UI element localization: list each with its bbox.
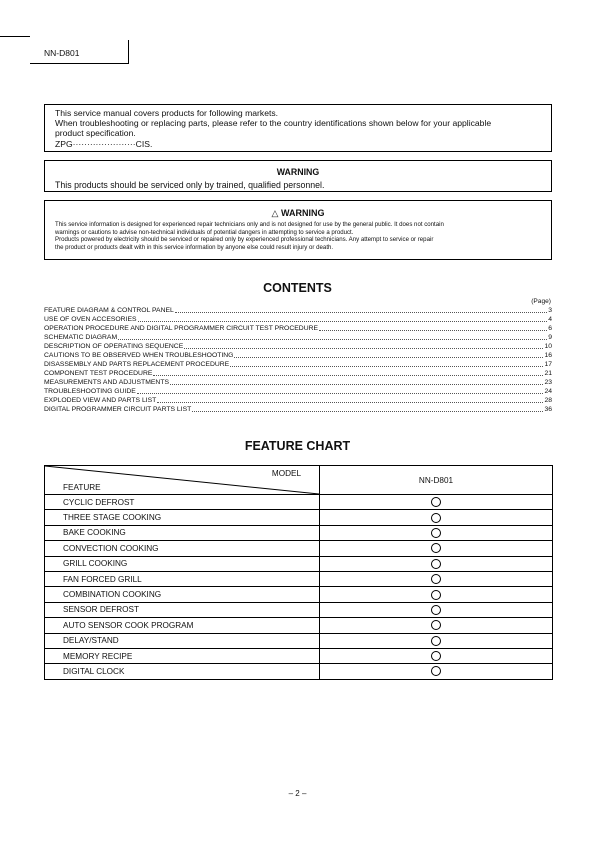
toc-entry-title: MEASUREMENTS AND ADJUSTMENTS — [44, 379, 170, 386]
feature-name: DIGITAL CLOCK — [45, 664, 320, 679]
toc-entry-title: FEATURE DIAGRAM & CONTROL PANEL — [44, 307, 174, 314]
circle-icon — [431, 497, 441, 507]
feature-chart-row — [45, 556, 553, 571]
feature-name: BAKE COOKING — [45, 525, 320, 540]
toc-entry-title: DESCRIPTION OF OPERATING SEQUENCE — [44, 343, 184, 350]
toc-entry — [44, 333, 552, 342]
safety-warning-line: This service information is designed for experienced repair technicians only and is not designed for use by the general public. It does not contain — [55, 221, 444, 228]
feature-chart-row — [45, 541, 553, 556]
feature-name: CONVECTION COOKING — [45, 541, 320, 556]
circle-icon — [431, 636, 441, 646]
feature-availability-cell — [320, 495, 553, 510]
feature-chart-row — [45, 587, 553, 602]
toc-leader-dots — [184, 348, 543, 349]
feature-chart-row — [45, 648, 553, 663]
markets-notice-line: product specification. — [55, 128, 136, 139]
circle-icon — [431, 651, 441, 661]
circle-icon — [431, 559, 441, 569]
circle-icon — [431, 528, 441, 538]
markets-notice-line: When troubleshooting or replacing parts, please refer to the country identifications shown below for your applicable — [55, 118, 492, 129]
feature-availability-cell — [320, 664, 553, 679]
toc-entry-page: 36 — [544, 406, 552, 413]
warning-box — [44, 160, 552, 192]
feature-chart-row — [45, 571, 553, 586]
toc-entry — [44, 360, 552, 369]
feature-name: CYCLIC DEFROST — [45, 495, 320, 510]
feature-chart-row — [45, 664, 553, 679]
header-model: NN-D801 — [44, 48, 80, 58]
feature-name: DELAY/STAND — [45, 633, 320, 648]
feature-chart-header-row — [45, 466, 553, 495]
toc-entry-page: 21 — [544, 370, 552, 377]
toc-entry — [44, 342, 552, 351]
toc-entry-page: 4 — [548, 316, 552, 323]
toc-entry — [44, 369, 552, 378]
toc-leader-dots — [138, 321, 548, 322]
feature-name: AUTO SENSOR COOK PROGRAM — [45, 618, 320, 633]
header-rule — [0, 36, 30, 37]
toc-entry-page: 28 — [544, 397, 552, 404]
safety-warning-heading — [55, 208, 541, 218]
feature-availability-cell — [320, 541, 553, 556]
feature-name: SENSOR DEFROST — [45, 602, 320, 617]
feature-name: FAN FORCED GRILL — [45, 571, 320, 586]
feature-name: MEMORY RECIPE — [45, 648, 320, 663]
circle-icon — [431, 574, 441, 584]
safety-warning-title: WARNING — [280, 208, 325, 218]
markets-notice-box — [44, 104, 552, 152]
circle-icon — [431, 605, 441, 615]
header-divider — [128, 40, 129, 64]
circle-icon — [431, 513, 441, 523]
safety-warning-line: Products powered by electricity should be serviced or repaired only by experienced professional technicians. Any attempt to service or repair — [55, 236, 434, 243]
toc-entry — [44, 315, 552, 324]
model-header-label: MODEL — [271, 469, 301, 478]
feature-chart-row — [45, 618, 553, 633]
toc-entry — [44, 378, 552, 387]
feature-chart-table — [44, 465, 553, 680]
warning-text: This products should be serviced only by trained, qualified personnel. — [55, 180, 325, 190]
feature-name: COMBINATION COOKING — [45, 587, 320, 602]
toc-entry-page: 9 — [548, 334, 552, 341]
feature-chart-row — [45, 495, 553, 510]
toc-leader-dots — [118, 339, 547, 340]
markets-notice-line: ZPG······················CIS. — [55, 138, 153, 149]
toc-entry — [44, 324, 552, 333]
toc-entry — [44, 396, 552, 405]
toc-entry-title: USE OF OVEN ACCESORIES — [44, 316, 137, 323]
header-underline — [30, 63, 128, 64]
feature-name: THREE STAGE COOKING — [45, 510, 320, 525]
contents-title: CONTENTS — [263, 281, 332, 295]
toc-entry-page: 23 — [544, 379, 552, 386]
toc-leader-dots — [153, 375, 543, 376]
toc-leader-dots — [234, 357, 543, 358]
feature-chart-row — [45, 633, 553, 648]
feature-header-label: FEATURE — [63, 483, 101, 492]
feature-availability-cell — [320, 587, 553, 602]
toc-entry-title: CAUTIONS TO BE OBSERVED WHEN TROUBLESHOOTING — [44, 352, 234, 359]
table-of-contents — [44, 306, 552, 414]
toc-entry-page: 3 — [548, 307, 552, 314]
safety-warning-line: the product or products dealt with in this service information by anyone else could result injury or death. — [55, 243, 334, 251]
feature-model-header-cell — [45, 466, 320, 495]
toc-leader-dots — [230, 366, 543, 367]
circle-icon — [431, 666, 441, 676]
feature-availability-cell — [320, 602, 553, 617]
toc-leader-dots — [157, 402, 543, 403]
toc-entry-page: 10 — [544, 343, 552, 350]
circle-icon — [431, 590, 441, 600]
feature-availability-cell — [320, 618, 553, 633]
warning-triangle-icon: △ — [271, 208, 279, 218]
warning-title: WARNING — [276, 167, 320, 177]
toc-entry-title: SCHEMATIC DIAGRAM — [44, 334, 118, 341]
markets-notice-line: This service manual covers products for following markets. — [55, 108, 279, 118]
feature-chart-row — [45, 525, 553, 540]
circle-icon — [431, 620, 441, 630]
feature-availability-cell — [320, 648, 553, 663]
toc-entry-page: 24 — [544, 388, 552, 395]
feature-availability-cell — [320, 571, 553, 586]
safety-warning-box — [44, 200, 552, 260]
toc-entry — [44, 351, 552, 360]
toc-entry-title: COMPONENT TEST PROCEDURE — [44, 370, 153, 377]
feature-chart-row — [45, 602, 553, 617]
feature-chart-title: FEATURE CHART — [244, 439, 351, 453]
toc-entry-title: DISASSEMBLY AND PARTS REPLACEMENT PROCEDURE — [44, 361, 230, 368]
toc-leader-dots — [319, 330, 547, 331]
toc-entry — [44, 387, 552, 396]
feature-availability-cell — [320, 556, 553, 571]
toc-entry-title: TROUBLESHOOTING GUIDE — [44, 388, 136, 395]
feature-name: GRILL COOKING — [45, 556, 320, 571]
toc-leader-dots — [137, 393, 544, 394]
feature-availability-cell — [320, 525, 553, 540]
toc-entry-page: 6 — [548, 325, 552, 332]
toc-entry — [44, 306, 552, 315]
toc-leader-dots — [192, 411, 543, 412]
feature-availability-cell — [320, 633, 553, 648]
feature-availability-cell — [320, 510, 553, 525]
page-number: – 2 – — [288, 789, 307, 798]
toc-entry-title: DIGITAL PROGRAMMER CIRCUIT PARTS LIST — [44, 406, 192, 413]
toc-entry-page: 17 — [544, 361, 552, 368]
safety-warning-line: warnings or cautions to advise non-technical individuals of potential dangers in attempting to service a product. — [55, 228, 354, 236]
toc-leader-dots — [170, 384, 543, 385]
circle-icon — [431, 543, 441, 553]
page-column-label: (Page) — [531, 298, 551, 305]
toc-entry-title: EXPLODED VIEW AND PARTS LIST — [44, 397, 157, 404]
toc-leader-dots — [175, 312, 547, 313]
toc-entry — [44, 405, 552, 414]
feature-chart-row — [45, 510, 553, 525]
model-name-header: NN-D801 — [320, 466, 553, 495]
toc-entry-page: 16 — [544, 352, 552, 359]
toc-entry-title: OPERATION PROCEDURE AND DIGITAL PROGRAMMER CIRCUIT TEST PROCEDURE — [44, 325, 319, 332]
